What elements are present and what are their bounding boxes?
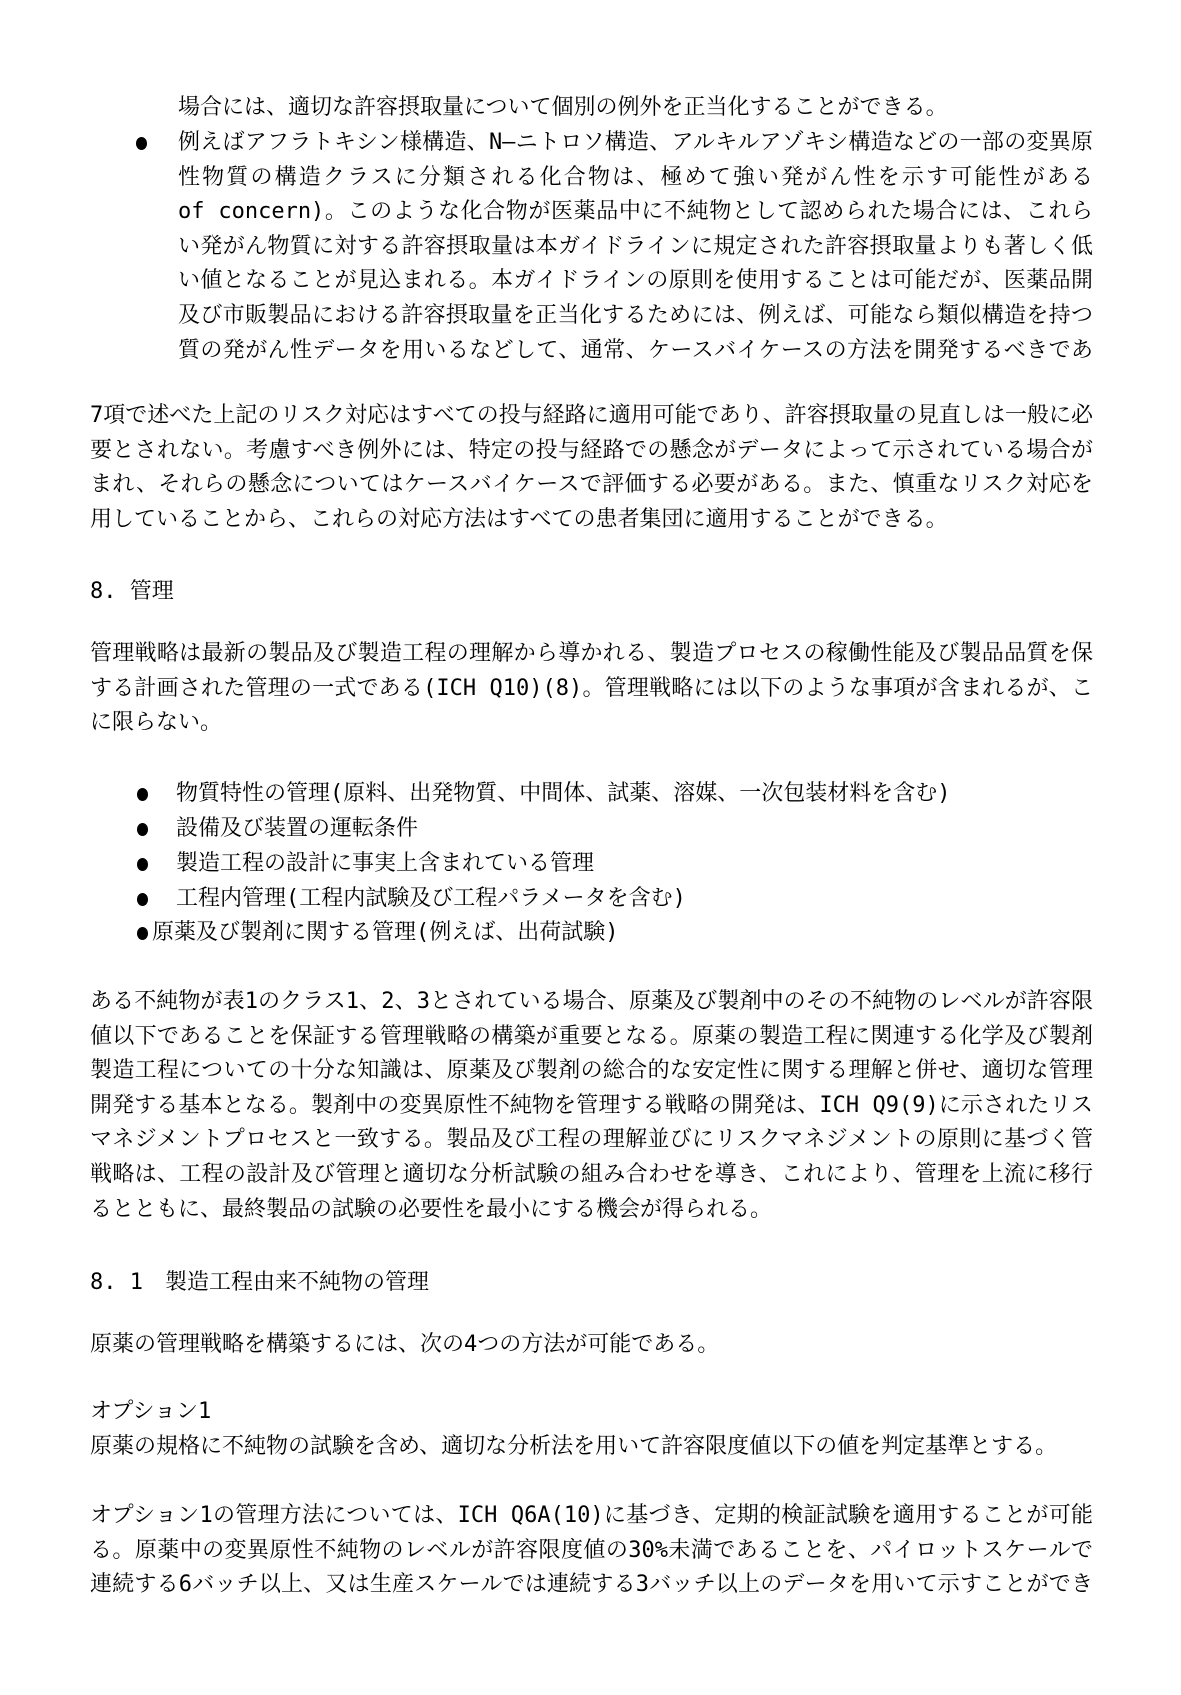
control-list-item: 物質特性の管理(原料、出発物質、中間体、試薬、溶媒、一次包装材料を含む) [176, 781, 951, 806]
text-line: 原薬の管理戦略を構築するには、次の4つの方法が可能である。 [90, 1332, 720, 1357]
text-line: 製造工程についての十分な知識は、原薬及び製剤の総合的な安定性に関する理解と併せ、適切な管理 [90, 1058, 1093, 1084]
text-line: 原薬の規格に不純物の試験を含め、適切な分析法を用いて許容限度値以下の値を判定基準とする。 [90, 1434, 1058, 1459]
control-list-item: 設備及び装置の運転条件 [176, 816, 419, 841]
text-line: るとともに、最終製品の試験の必要性を最小にする機会が得られる。 [90, 1196, 773, 1222]
text-line: オプション1 [90, 1399, 212, 1424]
bullet-icon [137, 788, 148, 801]
control-list-item: 原薬及び製剤に関する管理(例えば、出荷試験) [152, 920, 619, 945]
routes-paragraph [90, 399, 1093, 537]
control-list-item: 製造工程の設計に事実上含まれている管理 [176, 851, 595, 876]
text-line: 用していることから、これらの対応方法はすべての患者集団に適用することができる。 [90, 506, 948, 532]
text-line: 8. 1 製造工程由来不純物の管理 [90, 1270, 429, 1295]
text-line: に限らない。 [90, 710, 223, 736]
text-line: 要とされない。考慮すべき例外には、特定の投与経路での懸念がデータによって示されている場合が [90, 437, 1093, 463]
continued-bullet-text [178, 91, 1093, 126]
text-line: い発がん物質に対する許容摂取量は本ガイドラインに規定された許容摂取量よりも著しく低 [178, 233, 1093, 259]
text-line: 連続する6バッチ以上、又は生産スケールでは連続する3バッチ以上のデータを用いて示すことができ [90, 1572, 1093, 1598]
text-line: of concern)。このような化合物が医薬品中に不純物として認められた場合には、これら [178, 199, 1093, 225]
bullet-icon [137, 858, 148, 871]
text-line: 例えばアフラトキシン様構造、N—ニトロソ構造、アルキルアゾキシ構造などの一部の変異原 [178, 130, 1093, 155]
option1-text [90, 1430, 1093, 1465]
text-line: オプション1の管理方法については、ICH Q6A(10)に基づき、定期的検証試験を適用することが可能 [90, 1503, 1093, 1528]
control-list-item: 工程内管理(工程内試験及び工程パラメータを含む) [176, 886, 686, 911]
text-line: 管理戦略は最新の製品及び製造工程の理解から導かれる、製造プロセスの稼働性能及び製品品質を保 [90, 641, 1093, 666]
text-line: ある不純物が表1のクラス1、2、3とされている場合、原薬及び製剤中のその不純物のレベルが許容限 [90, 989, 1093, 1014]
bullet-icon [137, 893, 148, 906]
text-line: する計画された管理の一式である(ICH Q10)(8)。管理戦略には以下のような事項が含まれるが、こ [90, 675, 1093, 701]
text-line: る。原薬中の変異原性不純物のレベルが許容限度値の30%未満であることを、パイロットスケールで [90, 1537, 1093, 1563]
text-line: まれ、それらの懸念についてはケースバイケースで評価する必要がある。また、慎重なリスク対応を [90, 472, 1093, 498]
section-8-heading [90, 575, 1093, 610]
bullet-icon [136, 137, 147, 150]
text-line: 7項で述べた上記のリスク対応はすべての投与経路に適用可能であり、許容摂取量の見直しは一般に必 [90, 403, 1093, 428]
text-line: 8. 管理 [90, 579, 174, 604]
option1-paragraph [90, 1499, 1093, 1603]
text-line: 性物質の構造クラスに分類される化合物は、極めて強い発がん性を示す可能性がある [178, 164, 1093, 190]
text-line: 戦略は、工程の設計及び管理と適切な分析試験の組み合わせを導き、これにより、管理を上流に移行 [90, 1161, 1093, 1187]
bullet-icon [137, 927, 148, 940]
bullet-icon [137, 823, 148, 836]
text-line: 場合には、適切な許容摂取量について個別の例外を正当化することができる。 [178, 95, 948, 120]
section-8-1-heading [90, 1266, 1093, 1301]
text-line: マネジメントプロセスと一致する。製品及び工程の理解並びにリスクマネジメントの原則に基づく管 [90, 1127, 1093, 1153]
text-line: い値となることが見込まれる。本ガイドラインの原則を使用することは可能だが、医薬品開 [178, 268, 1093, 294]
text-line: 質の発がん性データを用いるなどして、通常、ケースバイケースの方法を開発するべきであ [178, 337, 1093, 363]
four-options-paragraph [90, 1328, 1093, 1363]
text-line: 値以下であることを保証する管理戦略の構築が重要となる。原薬の製造工程に関連する化学及び製剤 [90, 1023, 1093, 1049]
cohort-of-concern-bullet [178, 126, 1093, 368]
strategy-paragraph [90, 985, 1093, 1227]
option1-title [90, 1395, 1093, 1430]
control-strategy-paragraph [90, 637, 1093, 741]
text-line: 開発する基本となる。製剤中の変異原性不純物を管理する戦略の開発は、ICH Q9(9)に示されたリス [90, 1092, 1093, 1118]
text-line: 及び市販製品における許容摂取量を正当化するためには、例えば、可能なら類似構造を持つ [178, 302, 1093, 328]
